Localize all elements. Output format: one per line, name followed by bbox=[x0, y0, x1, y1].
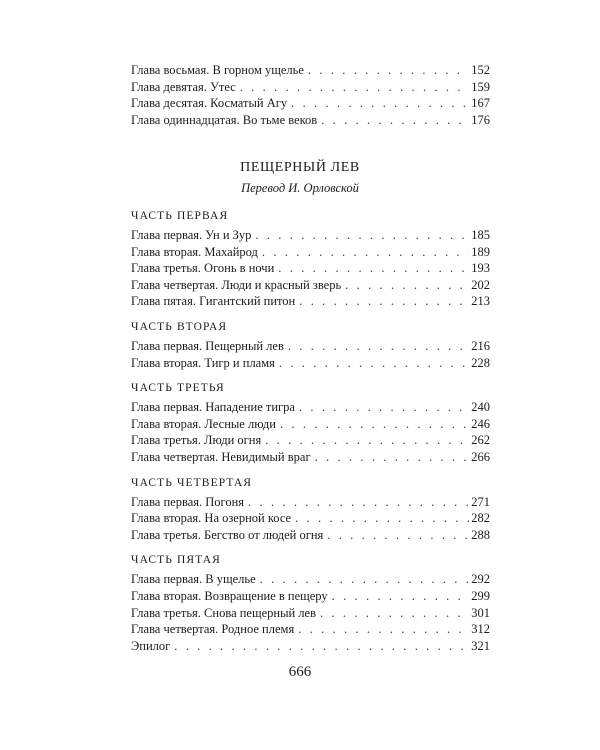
dot-leader bbox=[260, 571, 470, 588]
part-section bbox=[131, 319, 490, 371]
part-section bbox=[131, 552, 490, 654]
toc-entry bbox=[131, 494, 490, 511]
entry-title: Глава десятая. Косматый Агу bbox=[131, 96, 288, 111]
top-toc-list bbox=[131, 62, 490, 128]
dot-leader bbox=[255, 227, 469, 244]
entry-page: 152 bbox=[471, 63, 490, 77]
toc-entry bbox=[131, 510, 490, 527]
dot-leader bbox=[288, 338, 469, 355]
toc-entry bbox=[131, 277, 490, 294]
dot-leader bbox=[345, 277, 469, 294]
part-section bbox=[131, 208, 490, 310]
toc-entry bbox=[131, 112, 490, 129]
work-title: ПЕЩЕРНЫЙ ЛЕВ bbox=[240, 160, 360, 175]
toc-entry bbox=[131, 95, 490, 112]
toc-entry bbox=[131, 79, 490, 96]
entry-page: 312 bbox=[471, 622, 490, 637]
entry-page: 213 bbox=[471, 294, 490, 309]
dot-leader bbox=[299, 399, 469, 416]
toc-entry bbox=[131, 244, 490, 261]
entry-title: Глава третья. Снова пещерный лев bbox=[131, 605, 316, 620]
entry-page: 189 bbox=[471, 244, 490, 259]
toc-entry bbox=[131, 62, 490, 79]
entry-page: 282 bbox=[471, 511, 490, 526]
dot-leader bbox=[299, 293, 469, 310]
entry-title: Глава вторая. Лесные люди bbox=[131, 416, 276, 431]
toc-entry bbox=[131, 227, 490, 244]
entry-title: Глава первая. В ущелье bbox=[131, 572, 256, 587]
part-section bbox=[131, 380, 490, 465]
entry-title: Глава первая. Ун и Зур bbox=[131, 228, 252, 242]
part-heading: ЧАСТЬ ТРЕТЬЯ bbox=[131, 382, 225, 395]
toc-entry bbox=[131, 416, 490, 433]
entry-page: 202 bbox=[471, 277, 490, 292]
entry-page: 216 bbox=[471, 338, 490, 353]
entry-title: Глава девятая. Утес bbox=[131, 79, 236, 94]
dot-leader bbox=[315, 449, 470, 466]
dot-leader bbox=[291, 95, 469, 112]
entry-page: 159 bbox=[471, 79, 490, 94]
part-heading: ЧАСТЬ ПЯТАЯ bbox=[131, 554, 221, 567]
entry-title: Глава вторая. На озерной косе bbox=[131, 511, 292, 526]
part-section bbox=[131, 475, 490, 544]
entry-page: 185 bbox=[471, 228, 490, 242]
part-heading: ЧАСТЬ ВТОРАЯ bbox=[131, 320, 228, 333]
parts-toc-list bbox=[131, 208, 490, 663]
toc-entry bbox=[131, 355, 490, 372]
dot-leader bbox=[279, 355, 469, 372]
toc-entry bbox=[131, 260, 490, 277]
entry-page: 299 bbox=[471, 588, 490, 603]
dot-leader bbox=[174, 638, 469, 655]
dot-leader bbox=[332, 588, 470, 605]
entry-title: Глава третья. Бегство от людей огня bbox=[131, 527, 324, 542]
entry-title: Глава восьмая. В горном ущелье bbox=[131, 63, 304, 77]
entry-page: 240 bbox=[471, 400, 490, 415]
dot-leader bbox=[295, 510, 469, 527]
part-heading: ЧАСТЬ ЧЕТВЕРТАЯ bbox=[131, 476, 253, 489]
entry-title: Глава четвертая. Родное племя bbox=[131, 622, 295, 637]
entry-title: Глава первая. Нападение тигра bbox=[131, 400, 295, 415]
toc-entry bbox=[131, 527, 490, 544]
entry-page: 246 bbox=[471, 416, 490, 431]
dot-leader bbox=[240, 79, 469, 96]
entry-title: Глава третья. Огонь в ночи bbox=[131, 261, 275, 276]
toc-entry bbox=[131, 605, 490, 622]
entry-page: 262 bbox=[471, 433, 490, 448]
entry-title: Глава вторая. Махайрод bbox=[131, 244, 258, 259]
entry-title: Глава четвертая. Невидимый враг bbox=[131, 449, 311, 464]
toc-entry bbox=[131, 338, 490, 355]
entry-page: 321 bbox=[471, 638, 490, 653]
entry-title: Глава пятая. Гигантский питон bbox=[131, 294, 296, 309]
entry-page: 288 bbox=[471, 527, 490, 542]
toc-entry bbox=[131, 638, 490, 655]
part-heading: ЧАСТЬ ПЕРВАЯ bbox=[131, 210, 229, 222]
dot-leader bbox=[280, 416, 469, 433]
entry-title: Глава вторая. Тигр и пламя bbox=[131, 355, 275, 370]
dot-leader bbox=[320, 605, 469, 622]
dot-leader bbox=[265, 432, 469, 449]
toc-entry bbox=[131, 293, 490, 310]
dot-leader bbox=[321, 112, 469, 129]
dot-leader bbox=[308, 62, 469, 79]
entry-page: 228 bbox=[471, 355, 490, 370]
dot-leader bbox=[278, 260, 469, 277]
entry-page: 167 bbox=[471, 96, 490, 111]
toc-entry bbox=[131, 399, 490, 416]
entry-title: Глава вторая. Возвращение в пещеру bbox=[131, 588, 328, 603]
toc-entry bbox=[131, 571, 490, 588]
entry-page: 176 bbox=[471, 112, 490, 127]
toc-entry bbox=[131, 449, 490, 466]
entry-title: Глава первая. Пещерный лев bbox=[131, 338, 284, 353]
entry-page: 266 bbox=[471, 449, 490, 464]
entry-page: 292 bbox=[471, 572, 490, 587]
dot-leader bbox=[262, 244, 469, 261]
entry-title: Глава первая. Погоня bbox=[131, 494, 245, 509]
entry-page: 271 bbox=[471, 494, 490, 509]
translator-credit: Перевод И. Орловской bbox=[241, 181, 359, 195]
page-number: 666 bbox=[288, 664, 312, 680]
entry-page: 301 bbox=[471, 605, 490, 620]
dot-leader bbox=[327, 527, 469, 544]
toc-entry bbox=[131, 621, 490, 638]
entry-page: 193 bbox=[471, 261, 490, 276]
toc-entry bbox=[131, 432, 490, 449]
entry-title: Эпилог bbox=[131, 638, 171, 653]
dot-leader bbox=[248, 494, 469, 511]
toc-entry bbox=[131, 588, 490, 605]
dot-leader bbox=[298, 621, 469, 638]
entry-title: Глава третья. Люди огня bbox=[131, 433, 262, 448]
entry-title: Глава одиннадцатая. Во тьме веков bbox=[131, 112, 318, 127]
entry-title: Глава четвертая. Люди и красный зверь bbox=[131, 277, 342, 292]
